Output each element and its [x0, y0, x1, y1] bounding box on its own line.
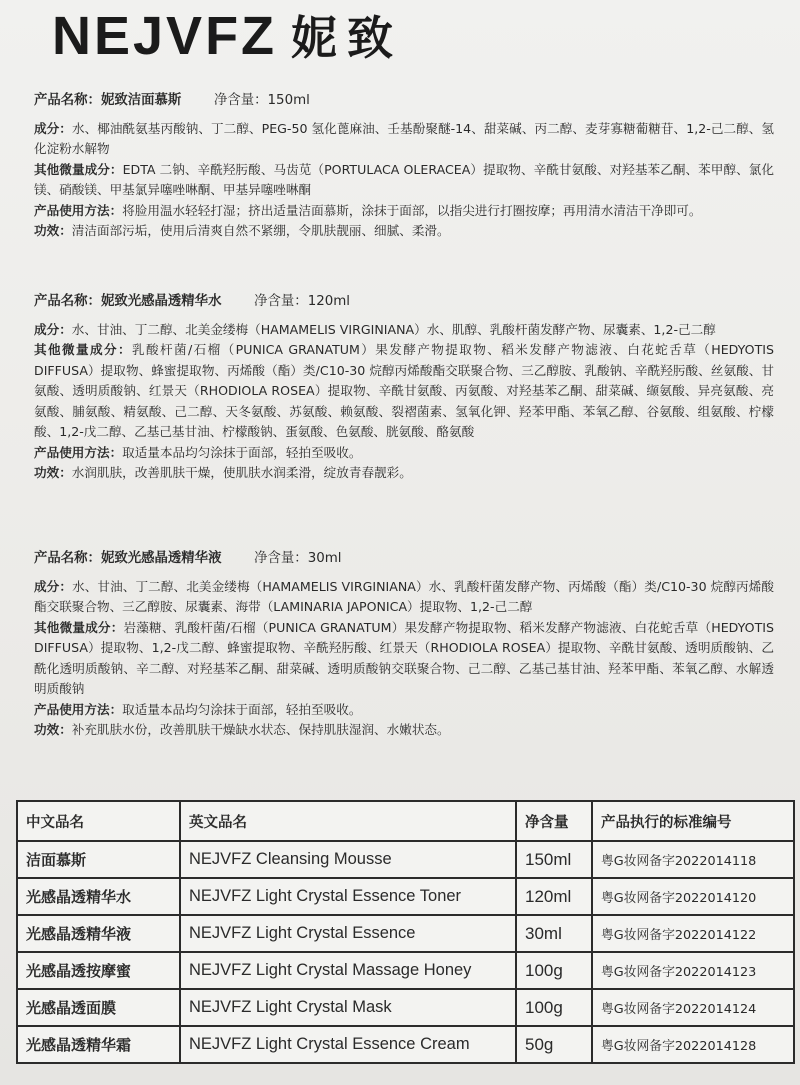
cell-cn-name: 光感晶透精华霜	[17, 1026, 180, 1063]
header-net: 净含量	[516, 801, 592, 841]
cell-net: 50g	[516, 1026, 592, 1063]
effect-text: 水润肌肤，改善肌肤干燥，使肌肤水润柔滑，绽放青春靓彩。	[71, 465, 412, 480]
name-label: 产品名称：	[34, 93, 101, 108]
net-value: 30ml	[307, 551, 342, 566]
cell-cn-name: 光感晶透精华水	[17, 878, 180, 915]
trace-ingredients	[34, 160, 774, 201]
table-row	[17, 915, 794, 952]
effect	[34, 463, 774, 484]
effect	[34, 221, 774, 242]
cell-net: 100g	[516, 952, 592, 989]
usage-label: 产品使用方法：	[34, 701, 123, 717]
cell-cn-name: 光感晶透精华液	[17, 915, 180, 952]
effect-text: 清洁面部污垢，使用后清爽自然不紧绷，令肌肤靓丽、细腻、柔滑。	[71, 223, 450, 238]
effect-label: 功效：	[34, 722, 72, 737]
trace-text: 乳酸杆菌/石榴（PUNICA GRANATUM）果发酵产物提取物、稻米发酵产物滤液、白花蛇舌草（HEDYOTIS DIFFUSA）提取物、蜂蜜提取物、丙烯酸（酯）类/C10-30 烷醇丙烯酸酯交联聚合物、三乙醇胺、乳酸钠、辛酰羟肟酸、丝氨酸、甘氨酸、透明质酸钠、红景天（RHODIOLA ROSEA）提取物、辛酰甘氨酸、丙氨酸、对羟基苯乙酮、甜菜碱、缬氨酸、异亮氨酸、亮氨酸、脯氨酸、精氨酸、己二醇、天冬氨酸、苏氨酸、赖氨酸、裂褶菌素、氢氧化钾、羟苯甲酯、苯氧乙醇、谷氨酸、组氨酸、柠檬酸、1,2-戊二醇、乙基己基甘油、柠檬酸钠、蛋氨酸、色氨酸、胱氨酸、酪氨酸	[34, 342, 774, 439]
net-label: 净含量：	[254, 551, 308, 566]
product-name: 妮致光感晶透精华液	[100, 551, 222, 566]
cell-en-name: NEJVFZ Light Crystal Massage Honey	[180, 952, 516, 989]
product-title	[34, 549, 774, 570]
cell-standard: 粤G妆网备字2022014124	[592, 989, 794, 1026]
usage-text: 取适量本品均匀涂抹于面部，轻拍至吸收。	[122, 701, 362, 717]
table-row	[17, 1026, 794, 1063]
usage-label: 产品使用方法：	[34, 444, 123, 460]
cell-cn-name: 光感晶透按摩蜜	[17, 952, 180, 989]
trace-ingredients	[34, 618, 774, 700]
ingredients-label: 成分：	[34, 321, 72, 337]
trace-label: 其他微量成分：	[34, 619, 124, 635]
product-name: 妮致光感晶透精华水	[100, 294, 222, 309]
net-value: 150ml	[267, 93, 310, 108]
header-en-name: 英文品名	[180, 801, 516, 841]
ingredients-text: 水、甘油、丁二醇、北美金缕梅（HAMAMELIS VIRGINIANA）水、乳酸杆菌发酵产物、丙烯酸（酯）类/C10-30 烷醇丙烯酸酯交联聚合物、三乙醇胺、尿囊素、海带（LAMINARIA JAPONICA）提取物、1,2-己二醇	[34, 578, 775, 614]
usage	[34, 443, 774, 464]
product-section-3	[34, 549, 774, 741]
effect-label: 功效：	[34, 223, 72, 238]
usage-label: 产品使用方法：	[34, 202, 123, 218]
table-header-row	[17, 801, 794, 841]
usage	[34, 201, 774, 222]
header-cn-name: 中文品名	[17, 801, 180, 841]
cell-en-name: NEJVFZ Light Crystal Essence Toner	[180, 878, 516, 915]
product-section-2	[34, 292, 774, 484]
header-standard: 产品执行的标准编号	[592, 801, 794, 841]
brand-name-en: NEJVFZ	[52, 6, 278, 66]
trace-label: 其他微量成分：	[34, 342, 132, 357]
ingredients-label: 成分：	[34, 120, 72, 136]
net-label: 净含量：	[213, 93, 268, 108]
cell-cn-name: 洁面慕斯	[17, 841, 180, 878]
cell-standard: 粤G妆网备字2022014120	[592, 878, 794, 915]
ingredients	[34, 577, 774, 618]
product-title	[34, 292, 774, 313]
ingredients-text: 水、椰油酰氨基丙酸钠、丁二醇、PEG-50 氢化蓖麻油、壬基酚聚醚-14、甜菜碱、丙二醇、麦芽寡糖葡糖苷、1,2-己二醇、氢化淀粉水解物	[34, 120, 774, 156]
net-label: 净含量：	[254, 294, 308, 309]
name-label: 产品名称：	[34, 551, 101, 566]
trace-text: EDTA 二钠、辛酰羟肟酸、马齿苋（PORTULACA OLERACEA）提取物、辛酰甘氨酸、对羟基苯乙酮、苯甲醇、氯化镁、硝酸镁、甲基氯异噻唑啉酮、甲基异噻唑啉酮	[34, 161, 774, 197]
table-row	[17, 989, 794, 1026]
table-row	[17, 841, 794, 878]
cell-en-name: NEJVFZ Light Crystal Essence Cream	[180, 1026, 516, 1063]
table-row	[17, 878, 794, 915]
product-section-1	[34, 91, 774, 242]
cell-net: 120ml	[516, 878, 592, 915]
cell-cn-name: 光感晶透面膜	[17, 989, 180, 1026]
ingredients-label: 成分：	[34, 578, 73, 594]
usage	[34, 700, 774, 721]
net-value: 120ml	[307, 294, 351, 309]
cell-standard: 粤G妆网备字2022014123	[592, 952, 794, 989]
product-title	[34, 91, 774, 112]
trace-text: 岩藻糖、乳酸杆菌/石榴（PUNICA GRANATUM）果发酵产物提取物、稻米发酵产物滤液、白花蛇舌草（HEDYOTIS DIFFUSA）提取物、1,2-戊二醇、蜂蜜提取物、辛酰羟肟酸、红景天（RHODIOLA ROSEA）提取物、辛酰甘氨酸、透明质酸钠、乙酰化透明质酸钠、辛二醇、对羟基苯乙酮、甜菜碱、透明质酸钠交联聚合物、己二醇、乙基己基甘油、羟苯甲酯、苯氧乙醇、水解透明质酸钠	[34, 619, 775, 696]
cell-net: 150ml	[516, 841, 592, 878]
usage-text: 将脸用温水轻轻打湿；挤出适量洁面慕斯，涂抹于面部，以指尖进行打圈按摩；再用清水清洁干净即可。	[122, 202, 702, 218]
cell-en-name: NEJVFZ Light Crystal Essence	[180, 915, 516, 952]
cell-standard: 粤G妆网备字2022014118	[592, 841, 794, 878]
product-spec-table	[16, 800, 795, 1064]
brand-logo	[52, 2, 403, 68]
effect	[34, 720, 774, 741]
cell-net: 100g	[516, 989, 592, 1026]
cell-net: 30ml	[516, 915, 592, 952]
effect-label: 功效：	[34, 465, 72, 480]
cell-en-name: NEJVFZ Light Crystal Mask	[180, 989, 516, 1026]
brand-name-cn: 妮致	[291, 12, 404, 64]
ingredients	[34, 119, 774, 160]
trace-label: 其他微量成分：	[34, 161, 123, 177]
table-row	[17, 952, 794, 989]
cell-en-name: NEJVFZ Cleansing Mousse	[180, 841, 516, 878]
name-label: 产品名称：	[34, 294, 101, 309]
cell-standard: 粤G妆网备字2022014128	[592, 1026, 794, 1063]
ingredients	[34, 320, 774, 341]
trace-ingredients	[34, 340, 774, 443]
cell-standard: 粤G妆网备字2022014122	[592, 915, 794, 952]
ingredients-text: 水、甘油、丁二醇、北美金缕梅（HAMAMELIS VIRGINIANA）水、肌醇、乳酸杆菌发酵产物、尿囊素、1,2-己二醇	[71, 321, 716, 337]
usage-text: 取适量本品均匀涂抹于面部，轻拍至吸收。	[122, 444, 362, 460]
product-name: 妮致洁面慕斯	[100, 93, 182, 108]
effect-text: 补充肌肤水份，改善肌肤干燥缺水状态、保持肌肤湿润、水嫩状态。	[71, 722, 450, 737]
